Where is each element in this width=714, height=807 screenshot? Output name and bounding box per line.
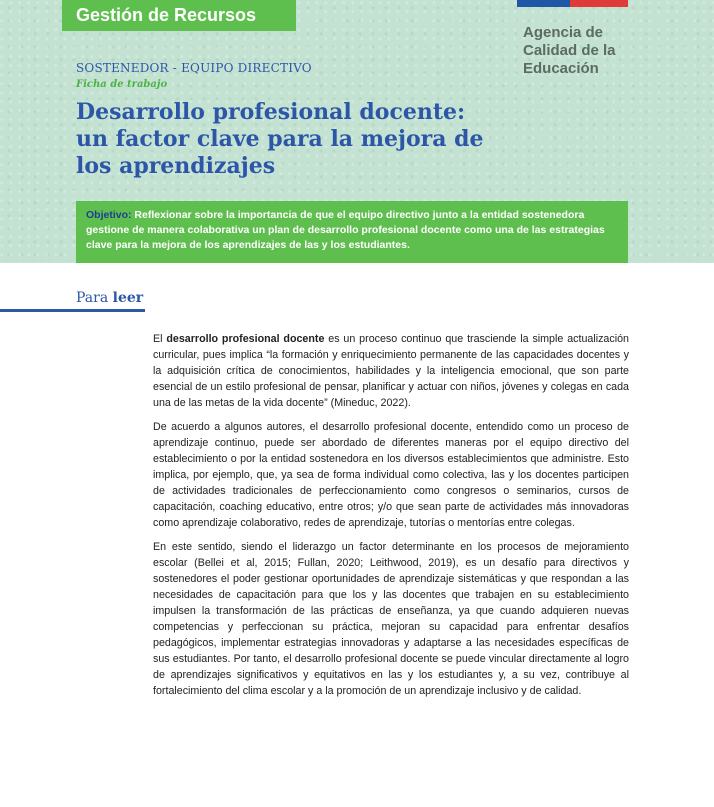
- agency-line-1: Agencia de: [523, 24, 604, 41]
- section-banner: Gestión de Recursos: [62, 0, 296, 31]
- flag-stripe-red: [570, 0, 628, 7]
- paragraph-1: [153, 331, 629, 411]
- objective-text: Reflexionar sobre la importancia de que el equipo directivo junto a la entidad sostenedora gestione de manera colaborativa un plan de desarrollo profesional docente como una de las estrategias clave para la mejora de los aprendizajes de las y los estudiantes.: [86, 209, 605, 251]
- agency-line-2: Calidad de la: [523, 42, 616, 59]
- section-heading-emph: leer: [112, 290, 144, 306]
- page-title: [76, 99, 516, 180]
- p1-bold-term: desarrollo profesional docente: [166, 333, 325, 345]
- p1-rest: es un proceso continuo que trasciende la simple actualización curricular, pues implica “la formación y enriquecimiento permanente de las capacidades docentes y la adquisición crítica de conocimientos, habilidades y la inteligencia emocional, que son parte esencial de un estilo profesional de pensar, planificar y actuar con niños, jóvenes y colegas en cada una de las metas de la vida docente” (Mineduc, 2022).: [153, 333, 629, 409]
- paragraph-2: De acuerdo a algunos autores, el desarrollo profesional docente, entendido como un proceso de aprendizaje continuo, puede ser abordado de diferentes maneras por el equipo directivo del establecimiento o por la entidad sostenedora en los diversos establecimientos que administre. Esto implica, por ejemplo, que, ya sea de forma individual como colectiva, las y los docentes participen de actividades tradicionales de perfeccionamiento como congresos o seminarios, cursos de capacitación, coaching educativo, entre otros; y/o que sean parte de actividades más innovadoras como aprendizaje colaborativo, redes de aprendizaje, tutorías o mentorías entre colegas.: [153, 421, 629, 529]
- body-text: [153, 331, 629, 707]
- title-line-3: los aprendizajes: [76, 153, 276, 179]
- title-line-2: un factor clave para la mejora de: [76, 126, 484, 152]
- document-type: Ficha de trabajo: [76, 79, 168, 90]
- objective-label: Objetivo:: [86, 209, 132, 221]
- section-underline: [0, 309, 145, 312]
- audience-kicker: SOSTENEDOR - EQUIPO DIRECTIVO: [76, 61, 312, 75]
- title-line-1: Desarrollo profesional docente:: [76, 99, 466, 125]
- paragraph-3: En este sentido, siendo el liderazgo un factor determinante en los procesos de mejoramiento escolar (Bellei et al, 2015; Fullan, 2020; Leithwood, 2019), es un desafío para directivos y sostenedores el poder gestionar oportunidades de aprendizaje sistemáticas y que respondan a las necesidades de capacitación para que los y las docentes que trabajen en su establecimiento impulsen la transformación de las prácticas de enseñanza, ya que cuando adquieren nuevas competencias y perfeccionan su práctica, mejoran su capacidad para enfrentar desafíos pedagógicos, implementar estrategias innovadoras y adaptarse a las necesidades específicas de sus estudiantes. Por tanto, el desarrollo profesional docente se puede vincular directamente al logro de aprendizajes significativos y equitativos en las y los estudiantes y, a su vez, contribuye al fortalecimiento del clima escolar y a la promoción de un aprendizaje inclusivo y de calidad.: [153, 541, 629, 697]
- objective-box: [76, 201, 628, 263]
- agency-logo: [523, 24, 616, 78]
- section-heading: [76, 290, 143, 306]
- p1-start: El: [153, 333, 167, 345]
- section-heading-prefix: Para: [76, 290, 113, 306]
- agency-line-3: Educación: [523, 60, 599, 77]
- flag-stripe-blue: [517, 0, 570, 7]
